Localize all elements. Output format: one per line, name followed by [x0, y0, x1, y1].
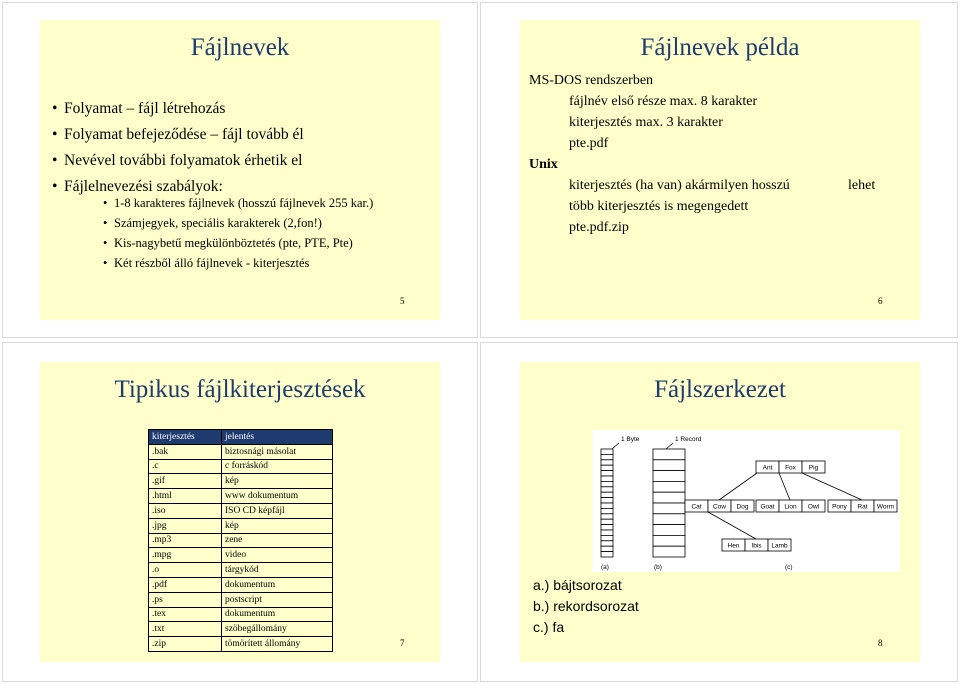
- tree-node-label: Ant: [762, 464, 773, 472]
- meaning-cell: c forráskód: [222, 459, 333, 474]
- tree-node-label: Pig: [808, 464, 819, 472]
- extension-cell: .pdf: [149, 577, 222, 592]
- byte-cell: [601, 476, 613, 481]
- unix-detail: kiterjesztés (ha van) akármilyen hosszú: [569, 178, 790, 193]
- tree-node-label: Cow: [712, 503, 727, 511]
- page-number: 6: [878, 296, 883, 306]
- tree-node-label: Hen: [727, 542, 740, 550]
- extension-cell: .txt: [149, 622, 222, 637]
- unix-detail: pte.pdf.zip: [569, 220, 629, 235]
- byte-cell: [601, 541, 613, 546]
- list-item: • 1-8 karakteres fájlnevek (hosszú fájlnevek 255 kar.): [103, 193, 373, 213]
- label-a: (a): [601, 564, 609, 571]
- byte-cell: [601, 530, 613, 535]
- list-item: • Folyamat befejeződése – fájl tovább él: [52, 122, 304, 148]
- meaning-cell: tömörített állomány: [222, 637, 333, 652]
- tree-node-label: Lamb: [771, 542, 788, 550]
- byte-cell: [601, 552, 613, 557]
- meaning-cell: biztosnági másolat: [222, 444, 333, 459]
- slide-title: Tipikus fájlkiterjesztések: [114, 376, 366, 403]
- tree-node-label: Lion: [784, 503, 797, 511]
- meaning-cell: kép: [222, 474, 333, 489]
- record-cell: [653, 503, 685, 514]
- extension-cell: .o: [149, 563, 222, 578]
- msdos-detail: pte.pdf: [569, 136, 609, 151]
- extension-cell: .mpg: [149, 548, 222, 563]
- unix-detail: több kiterjesztés is megengedett: [569, 199, 749, 214]
- byte-cell: [601, 546, 613, 551]
- unix-heading: Unix: [529, 157, 558, 172]
- extension-cell: .gif: [149, 474, 222, 489]
- extension-cell: .iso: [149, 503, 222, 518]
- structure-options: [533, 575, 639, 638]
- record-cell: [653, 546, 685, 557]
- byte-cell: [601, 454, 613, 459]
- meaning-cell: video: [222, 548, 333, 563]
- tree-node-label: Goat: [760, 503, 775, 511]
- byte-cell: [601, 449, 613, 454]
- slide-title: Fájlnevek: [190, 34, 290, 61]
- extension-cell: .ps: [149, 592, 222, 607]
- record-cell: [653, 492, 685, 503]
- slide-title: Fájlnevek példa: [640, 34, 800, 61]
- tree-node-label: Dog: [736, 503, 749, 511]
- byte-cell: [601, 498, 613, 503]
- tree-node-label: Rat: [857, 503, 868, 511]
- byte-cell: [601, 487, 613, 492]
- extension-cell: .tex: [149, 607, 222, 622]
- label-c: (c): [785, 564, 793, 571]
- byte-cell: [601, 525, 613, 530]
- slide-title: Fájlszerkezet: [654, 376, 786, 403]
- tree-node-label: Ibis: [751, 542, 762, 550]
- list-item: • Két részből álló fájlnevek - kiterjesztés: [103, 253, 373, 273]
- tree-node-label: Pony: [832, 503, 847, 511]
- list-item: b.) rekordsorozat: [533, 598, 639, 614]
- record-cell: [653, 481, 685, 492]
- extension-cell: .bak: [149, 444, 222, 459]
- extension-cell: .c: [149, 459, 222, 474]
- record-label: 1 Record: [675, 436, 702, 443]
- byte-cell: [601, 460, 613, 465]
- byte-label: 1 Byte: [621, 436, 640, 443]
- byte-cell: [601, 492, 613, 497]
- list-item: • Számjegyek, speciális karakterek (2,fon!): [103, 213, 373, 233]
- extension-cell: .html: [149, 489, 222, 504]
- page-number: 5: [400, 296, 405, 306]
- tree-node-label: Worm: [876, 503, 895, 511]
- extension-cell: .jpg: [149, 518, 222, 533]
- record-cell: [653, 460, 685, 471]
- msdos-rest: rendszerben: [581, 73, 654, 88]
- byte-cell: [601, 535, 613, 540]
- meaning-cell: dokumentum: [222, 577, 333, 592]
- record-cell: [653, 535, 685, 546]
- list-item: c.) fa: [533, 619, 565, 635]
- byte-cell: [601, 481, 613, 486]
- meaning-cell: postscript: [222, 592, 333, 607]
- meaning-cell: jelentés: [222, 430, 333, 445]
- tree-node-label: Fox: [785, 464, 796, 472]
- byte-cell: [601, 471, 613, 476]
- extension-cell: .mp3: [149, 533, 222, 548]
- msdos-heading: MS-DOS: [529, 73, 582, 88]
- byte-cell: [601, 514, 613, 519]
- meaning-cell: szöbegállomány: [222, 622, 333, 637]
- list-item: • Folyamat – fájl létrehozás: [52, 96, 304, 122]
- msdos-detail: kiterjesztés max. 3 karakter: [569, 115, 723, 130]
- list-item: • Kis-nagybetű megkülönböztetés (pte, PTE, Pte): [103, 233, 373, 253]
- record-cell: [653, 449, 685, 460]
- record-cell: [653, 471, 685, 482]
- label-b: (b): [654, 564, 662, 571]
- byte-cell: [601, 508, 613, 513]
- list-item: • Fájlelnevezési szabályok:: [52, 174, 304, 200]
- meaning-cell: ISO CD képfájl: [222, 503, 333, 518]
- meaning-cell: zene: [222, 533, 333, 548]
- tree-node-label: Cat: [691, 503, 702, 511]
- record-cell: [653, 514, 685, 525]
- page-number: 8: [878, 638, 883, 648]
- byte-cell: [601, 465, 613, 470]
- list-item: • Nevével további folyamatok érhetik el: [52, 148, 304, 174]
- byte-cell: [601, 519, 613, 524]
- page-number: 7: [400, 638, 405, 648]
- byte-cell: [601, 503, 613, 508]
- unix-detail-end: lehet: [848, 178, 876, 193]
- meaning-cell: tárgykód: [222, 563, 333, 578]
- record-cell: [653, 525, 685, 536]
- list-item: a.) bájtsorozat: [533, 577, 622, 593]
- extension-cell: kiterjesztés: [149, 430, 222, 445]
- msdos-detail: fájlnév első része max. 8 karakter: [569, 94, 758, 109]
- meaning-cell: dokumentum: [222, 607, 333, 622]
- tree-node-label: Owl: [807, 503, 820, 511]
- meaning-cell: www dokumentum: [222, 489, 333, 504]
- extension-cell: .zip: [149, 637, 222, 652]
- meaning-cell: kép: [222, 518, 333, 533]
- record-sequence-diagram: [653, 443, 685, 557]
